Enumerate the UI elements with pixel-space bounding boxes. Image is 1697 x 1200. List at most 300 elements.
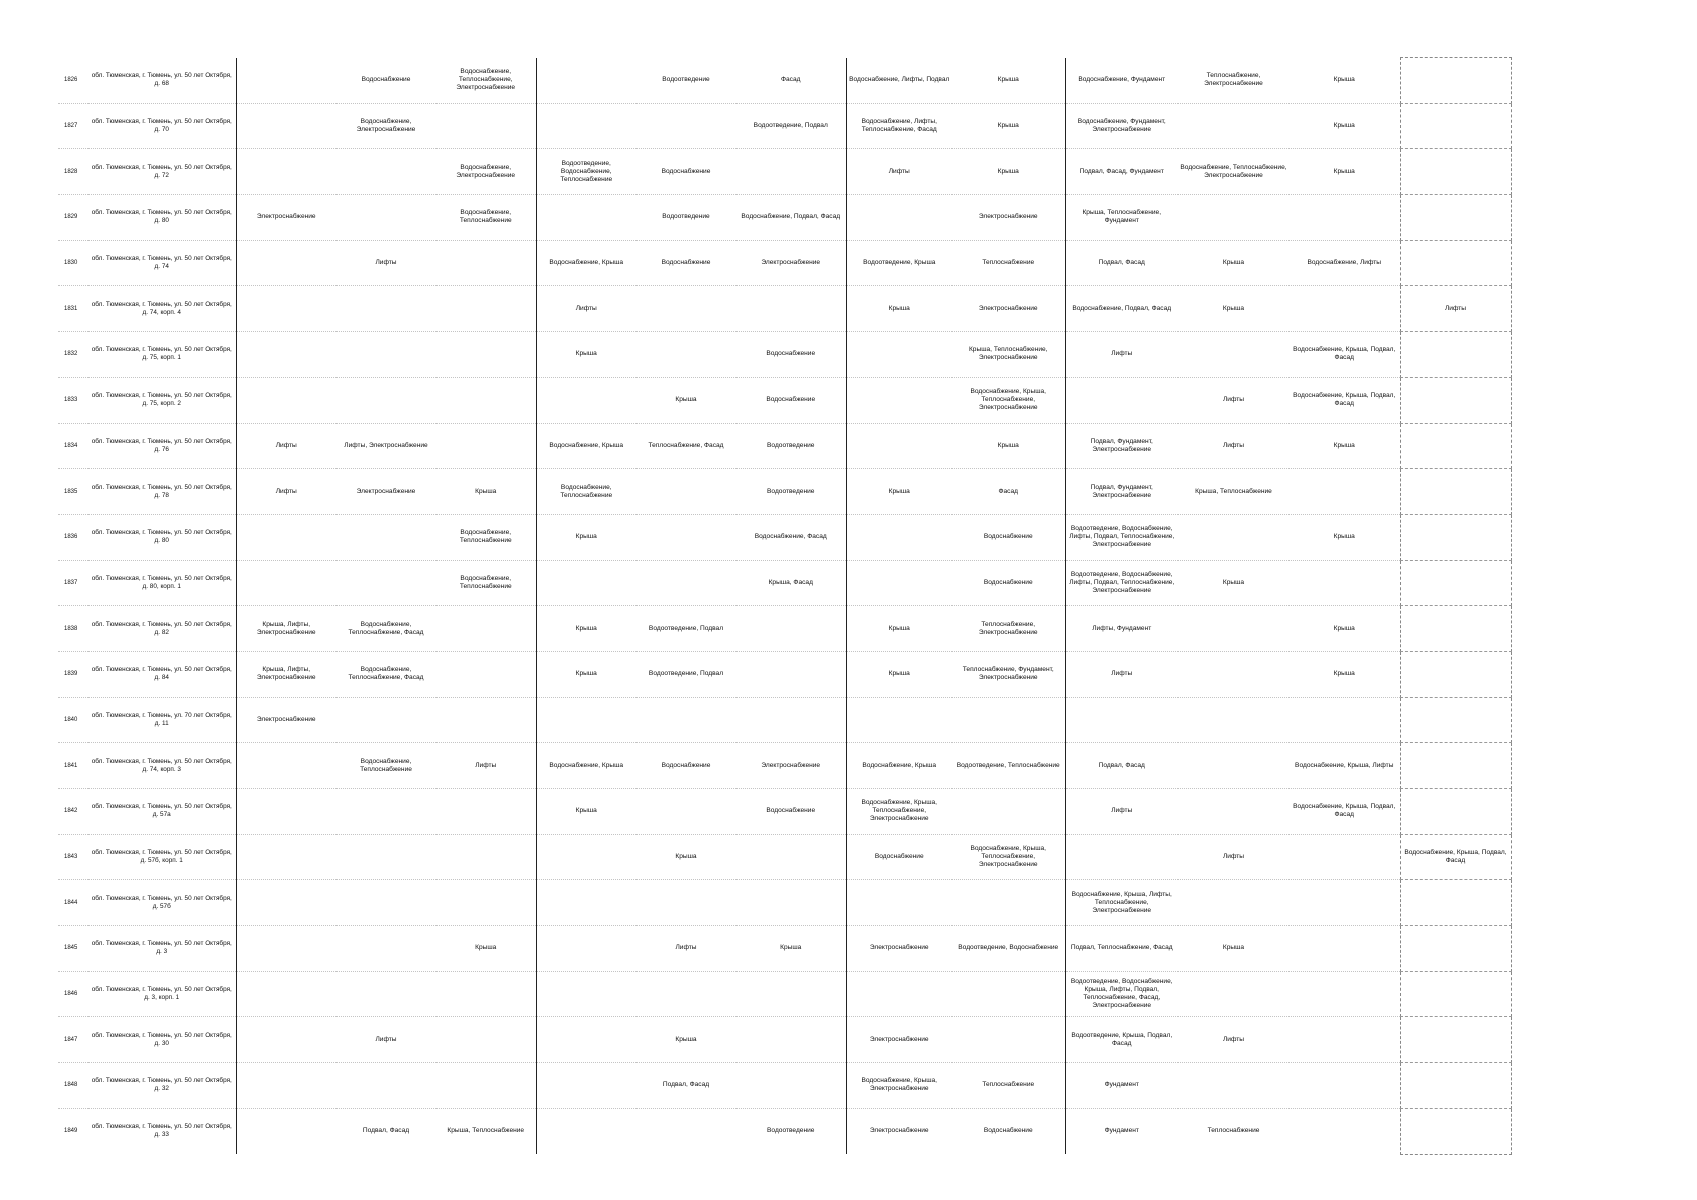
repair-cell — [1400, 103, 1511, 149]
repair-cell — [1400, 58, 1511, 104]
repair-cell: Водоснабжение, Крыша, Электроснабжение — [846, 1063, 952, 1109]
repair-cell — [536, 926, 636, 972]
repair-cell: Крыша, Теплоснабжение — [447, 1127, 525, 1135]
repair-cell: Крыша — [1289, 514, 1400, 560]
repair-cell: Крыша — [846, 651, 952, 697]
repair-cell: Крыша — [846, 286, 952, 332]
repair-cell — [952, 880, 1065, 926]
repair-cell: Теплоснабжение, Фундамент, Электроснабжение — [952, 651, 1065, 697]
repair-cell: Подвал, Фасад, Фундамент — [1065, 149, 1178, 195]
repair-cell — [1289, 971, 1400, 1017]
table-row — [58, 651, 1622, 697]
repair-cell: Лифты, Электроснабжение — [336, 423, 436, 469]
repair-cell — [536, 58, 636, 104]
repair-cell: Водоснабжение, Фундамент — [1065, 58, 1178, 104]
repair-cell: Лифты — [436, 743, 536, 789]
table-row — [58, 606, 1622, 652]
repair-cell — [1065, 834, 1178, 880]
repair-cell: Лифты — [1178, 423, 1289, 469]
repair-cell: Лифты — [1065, 651, 1178, 697]
repair-cell: Водоотведение, Водоснабжение — [952, 926, 1065, 972]
repair-cell — [1289, 926, 1400, 972]
repair-cell: Фасад — [736, 58, 846, 104]
repair-cell: Теплоснабжение — [952, 240, 1065, 286]
repair-cell: Крыша — [1178, 240, 1289, 286]
table-row — [58, 514, 1622, 560]
repair-cell — [236, 1108, 336, 1154]
repair-cell — [952, 697, 1065, 743]
repair-cell — [336, 377, 436, 423]
repair-cell — [236, 560, 336, 606]
repair-cell: Крыша — [436, 469, 536, 515]
repair-cell — [846, 697, 952, 743]
repair-cell — [1289, 1108, 1400, 1154]
repair-cell: Водоснабжение, Крыша, Теплоснабжение, Электроснабжение — [952, 834, 1065, 880]
address-cell: обл. Тюменская, г. Тюмень, ул. 50 лет Октября, д. 57б, корп. 1 — [88, 834, 236, 880]
repair-cell — [1400, 560, 1511, 606]
repair-cell — [736, 1017, 846, 1063]
repair-cell — [1400, 651, 1511, 697]
repair-cell — [1178, 606, 1289, 652]
repair-cell — [1289, 880, 1400, 926]
repair-cell: Подвал, Теплоснабжение, Фасад — [1065, 926, 1178, 972]
repair-cell — [1289, 195, 1400, 241]
repair-cell: Лифты — [336, 1017, 436, 1063]
table-row — [58, 789, 1622, 835]
repair-cell: Крыша — [846, 606, 952, 652]
table-row — [58, 58, 1622, 104]
repair-cell: Крыша — [536, 332, 636, 378]
repair-cell — [336, 880, 436, 926]
address-cell: обл. Тюменская, г. Тюмень, ул. 50 лет Октября, д. 33 — [91, 1123, 232, 1139]
repair-cell: Лифты — [1400, 286, 1511, 332]
repair-schedule-table — [58, 57, 1622, 1155]
address-cell: обл. Тюменская, г. Тюмень, ул. 50 лет Октября, д. 78 — [88, 469, 236, 515]
row-number: 1842 — [58, 789, 88, 835]
repair-cell: Крыша — [1289, 606, 1400, 652]
row-number: 1828 — [58, 149, 88, 195]
repair-cell — [336, 834, 436, 880]
repair-cell: Подвал, Фасад — [1065, 240, 1178, 286]
repair-cell — [436, 971, 536, 1017]
repair-cell: Крыша — [1178, 286, 1289, 332]
table-row — [58, 1017, 1622, 1063]
repair-cell — [736, 880, 846, 926]
repair-cell — [1289, 697, 1400, 743]
repair-cell: Крыша — [1289, 423, 1400, 469]
repair-cell — [1289, 560, 1400, 606]
address-cell: обл. Тюменская, г. Тюмень, ул. 50 лет Октября, д. 68 — [88, 58, 236, 104]
table-row — [58, 971, 1622, 1017]
address-cell: обл. Тюменская, г. Тюмень, ул. 50 лет Октября, д. 30 — [88, 1017, 236, 1063]
repair-cell — [536, 971, 636, 1017]
repair-cell — [436, 1063, 536, 1109]
repair-cell — [636, 971, 736, 1017]
repair-cell: Теплоснабжение, Электроснабжение — [952, 606, 1065, 652]
table-row — [58, 926, 1622, 972]
repair-cell: Лифты — [1178, 1017, 1289, 1063]
row-number: 1841 — [58, 743, 88, 789]
repair-cell — [1400, 240, 1511, 286]
repair-cell — [336, 514, 436, 560]
repair-cell: Водоснабжение, Электроснабжение — [436, 149, 536, 195]
repair-cell: Электроснабжение — [846, 926, 952, 972]
address-cell: обл. Тюменская, г. Тюмень, ул. 50 лет Октября, д. 80 — [88, 195, 236, 241]
repair-cell — [1178, 697, 1289, 743]
repair-cell — [636, 103, 736, 149]
repair-cell: Крыша — [536, 606, 636, 652]
repair-cell: Водоснабжение, Крыша, Лифты — [1289, 743, 1400, 789]
repair-cell: Водоснабжение, Крыша, Подвал, Фасад — [1289, 377, 1400, 423]
repair-cell: Водоснабжение, Крыша — [536, 743, 636, 789]
repair-cell: Лифты — [236, 469, 336, 515]
repair-cell: Водоснабжение, Подвал, Фасад — [1065, 286, 1178, 332]
repair-cell — [336, 195, 436, 241]
repair-cell: Водоснабжение, Теплоснабжение — [536, 469, 636, 515]
repair-cell — [236, 286, 336, 332]
repair-cell: Водоснабжение, Теплоснабжение, Электроснабжение — [1178, 149, 1289, 195]
repair-cell — [336, 560, 436, 606]
row-number: 1846 — [58, 971, 88, 1017]
address-cell: обл. Тюменская, г. Тюмень, ул. 50 лет Октября, д. 82 — [88, 606, 236, 652]
repair-cell — [436, 606, 536, 652]
address-cell: обл. Тюменская, г. Тюмень, ул. 50 лет Октября, д. 75, корп. 2 — [88, 377, 236, 423]
repair-cell — [236, 514, 336, 560]
table-row — [58, 1108, 1622, 1154]
repair-cell: Крыша — [736, 926, 846, 972]
repair-cell — [236, 926, 336, 972]
table-row — [58, 332, 1622, 378]
repair-cell — [736, 606, 846, 652]
repair-cell — [336, 926, 436, 972]
repair-cell: Водоснабжение, Электроснабжение — [336, 103, 436, 149]
repair-cell: Фундамент — [1065, 1108, 1178, 1154]
repair-cell — [1400, 332, 1511, 378]
table-row — [58, 423, 1622, 469]
repair-cell: Электроснабжение — [952, 286, 1065, 332]
address-cell: обл. Тюменская, г. Тюмень, ул. 50 лет Октября, д. 74, корп. 4 — [88, 286, 236, 332]
repair-cell — [336, 789, 436, 835]
repair-cell: Водоснабжение — [636, 149, 736, 195]
repair-cell — [336, 149, 436, 195]
repair-cell: Крыша — [636, 834, 736, 880]
repair-cell: Электроснабжение — [236, 195, 336, 241]
repair-cell: Водоснабжение, Крыша, Подвал, Фасад — [1289, 789, 1400, 835]
repair-cell — [1400, 1063, 1511, 1109]
repair-cell: Водоснабжение, Крыша — [536, 423, 636, 469]
repair-cell: Крыша, Лифты, Электроснабжение — [236, 651, 336, 697]
repair-cell — [236, 103, 336, 149]
repair-cell: Теплоснабжение, Электроснабжение — [1178, 58, 1289, 104]
repair-cell — [636, 332, 736, 378]
repair-cell: Фасад — [952, 469, 1065, 515]
repair-cell — [1400, 1108, 1511, 1154]
repair-cell — [636, 789, 736, 835]
repair-cell — [336, 332, 436, 378]
row-number: 1848 — [58, 1063, 88, 1109]
repair-cell — [536, 697, 636, 743]
repair-cell: Водоотведение, Водоснабжение, Лифты, Подвал, Теплоснабжение, Электроснабжение — [1065, 560, 1178, 606]
address-cell: обл. Тюменская, г. Тюмень, ул. 50 лет Октября, д. 74, корп. 3 — [88, 743, 236, 789]
repair-cell — [1289, 1063, 1400, 1109]
repair-cell: Подвал, Фундамент, Электроснабжение — [1065, 423, 1178, 469]
repair-cell: Водоснабжение — [846, 834, 952, 880]
repair-cell — [636, 560, 736, 606]
repair-cell — [536, 1063, 636, 1109]
repair-cell: Лифты — [336, 240, 436, 286]
repair-cell — [436, 880, 536, 926]
repair-cell: Водоснабжение, Крыша, Подвал, Фасад — [1400, 834, 1511, 880]
repair-cell — [736, 286, 846, 332]
row-number: 1835 — [58, 469, 88, 515]
repair-cell: Крыша, Фасад — [736, 560, 846, 606]
row-number: 1826 — [58, 58, 88, 104]
repair-cell: Электроснабжение — [336, 469, 436, 515]
repair-cell — [236, 1017, 336, 1063]
repair-cell — [846, 880, 952, 926]
repair-cell — [1178, 1063, 1289, 1109]
repair-cell: Водоснабжение — [736, 332, 846, 378]
repair-cell — [436, 423, 536, 469]
table-body — [58, 58, 1622, 1155]
repair-cell: Крыша — [536, 651, 636, 697]
repair-cell — [436, 789, 536, 835]
repair-cell: Водоотведение, Крыша — [846, 240, 952, 286]
repair-cell — [1400, 971, 1511, 1017]
repair-cell: Подвал, Фасад — [636, 1063, 736, 1109]
address-cell: обл. Тюменская, г. Тюмень, ул. 50 лет Октября, д. 70 — [88, 103, 236, 149]
repair-cell — [1400, 789, 1511, 835]
repair-cell: Водоснабжение — [336, 58, 436, 104]
repair-cell: Лифты — [846, 149, 952, 195]
repair-cell: Водоснабжение — [736, 377, 846, 423]
repair-cell: Водоснабжение — [636, 743, 736, 789]
address-cell: обл. Тюменская, г. Тюмень, ул. 50 лет Октября, д. 84 — [88, 651, 236, 697]
repair-cell — [1178, 103, 1289, 149]
repair-cell — [1289, 834, 1400, 880]
table-row — [58, 286, 1622, 332]
repair-cell: Лифты — [1178, 377, 1289, 423]
repair-cell: Водоснабжение — [636, 240, 736, 286]
repair-cell — [952, 971, 1065, 1017]
repair-cell — [436, 377, 536, 423]
repair-cell — [1178, 195, 1289, 241]
repair-cell — [236, 1063, 336, 1109]
repair-cell: Водоотведение, Водоснабжение, Крыша, Лифты, Подвал, Теплоснабжение, Фасад, Электроснабжение — [1065, 971, 1178, 1017]
repair-cell: Подвал, Фасад — [362, 1127, 410, 1135]
repair-cell: Водоотведение — [636, 195, 736, 241]
address-cell: обл. Тюменская, г. Тюмень, ул. 50 лет Октября, д. 80 — [88, 514, 236, 560]
repair-cell: Водоснабжение, Крыша — [536, 240, 636, 286]
repair-cell — [236, 834, 336, 880]
repair-cell — [536, 880, 636, 926]
row-number: 1847 — [58, 1017, 88, 1063]
repair-cell: Водоснабжение, Лифты — [1289, 240, 1400, 286]
repair-cell — [1178, 880, 1289, 926]
repair-cell — [1178, 651, 1289, 697]
repair-cell — [236, 789, 336, 835]
repair-cell: Лифты — [1065, 789, 1178, 835]
repair-cell — [636, 514, 736, 560]
repair-cell — [336, 286, 436, 332]
table-row — [58, 1063, 1622, 1109]
table-row — [58, 469, 1622, 515]
repair-cell — [1400, 606, 1511, 652]
address-cell: обл. Тюменская, г. Тюмень, ул. 50 лет Октября, д. 3, корп. 1 — [88, 971, 236, 1017]
repair-cell — [536, 195, 636, 241]
repair-cell: Водоотведение — [736, 469, 846, 515]
repair-cell: Теплоснабжение — [1207, 1127, 1260, 1135]
repair-cell — [846, 560, 952, 606]
repair-cell — [1400, 377, 1511, 423]
repair-cell — [236, 332, 336, 378]
repair-cell — [736, 697, 846, 743]
repair-cell — [1400, 743, 1511, 789]
repair-cell: Крыша, Лифты, Электроснабжение — [236, 606, 336, 652]
repair-cell: Водоснабжение, Теплоснабжение, Фасад — [336, 606, 436, 652]
address-cell: обл. Тюменская, г. Тюмень, ул. 50 лет Октября, д. 32 — [88, 1063, 236, 1109]
row-number: 1834 — [58, 423, 88, 469]
repair-cell: Водоснабжение, Подвал, Фасад — [736, 195, 846, 241]
repair-cell: Водоотведение, Подвал — [636, 606, 736, 652]
repair-cell — [1065, 377, 1178, 423]
repair-cell: Электроснабжение — [736, 743, 846, 789]
repair-cell — [536, 377, 636, 423]
repair-cell — [1178, 971, 1289, 1017]
repair-cell — [236, 58, 336, 104]
repair-cell: Водоснабжение — [983, 1127, 1033, 1135]
repair-cell — [736, 971, 846, 1017]
repair-cell: Крыша — [1289, 651, 1400, 697]
row-number: 1838 — [58, 606, 88, 652]
repair-cell — [846, 971, 952, 1017]
repair-cell: Крыша — [1289, 58, 1400, 104]
row-number: 1840 — [58, 697, 88, 743]
repair-cell — [436, 834, 536, 880]
repair-cell: Крыша — [952, 423, 1065, 469]
repair-cell: Крыша — [636, 377, 736, 423]
repair-cell — [846, 377, 952, 423]
repair-cell — [636, 697, 736, 743]
repair-cell — [236, 240, 336, 286]
repair-cell — [436, 1017, 536, 1063]
repair-cell: Крыша, Теплоснабжение, Электроснабжение — [952, 332, 1065, 378]
repair-cell: Водоснабжение — [952, 514, 1065, 560]
repair-cell: Крыша — [436, 926, 536, 972]
repair-cell: Лифты — [236, 423, 336, 469]
table-row — [58, 697, 1622, 743]
repair-cell: Крыша — [1178, 560, 1289, 606]
repair-cell — [1178, 514, 1289, 560]
repair-cell — [1178, 789, 1289, 835]
repair-cell: Подвал, Фасад — [1065, 743, 1178, 789]
repair-cell: Водоотведение, Водоснабжение, Лифты, Подвал, Теплоснабжение, Электроснабжение — [1065, 514, 1178, 560]
repair-cell: Водоснабжение, Крыша, Подвал, Фасад — [1289, 332, 1400, 378]
repair-cell: Крыша — [636, 1017, 736, 1063]
repair-cell — [236, 743, 336, 789]
repair-cell: Теплоснабжение — [952, 1063, 1065, 1109]
repair-cell — [1400, 423, 1511, 469]
repair-cell — [1400, 514, 1511, 560]
repair-cell — [236, 149, 336, 195]
repair-cell — [846, 332, 952, 378]
repair-cell — [846, 195, 952, 241]
repair-cell — [636, 286, 736, 332]
repair-cell: Лифты, Фундамент — [1065, 606, 1178, 652]
repair-cell: Водоотведение, Теплоснабжение — [952, 743, 1065, 789]
repair-cell — [1400, 195, 1511, 241]
address-cell: обл. Тюменская, г. Тюмень, ул. 50 лет Октября, д. 57б — [88, 880, 236, 926]
repair-cell — [536, 1017, 636, 1063]
repair-cell — [1400, 1017, 1511, 1063]
repair-cell: Крыша — [1289, 103, 1400, 149]
repair-cell: Лифты — [1065, 332, 1178, 378]
repair-cell: Электроснабжение — [846, 1017, 952, 1063]
repair-cell: Лифты — [536, 286, 636, 332]
table-row — [58, 880, 1622, 926]
repair-cell — [636, 880, 736, 926]
address-cell: обл. Тюменская, г. Тюмень, ул. 50 лет Октября, д. 57а — [88, 789, 236, 835]
repair-cell: Водоотведение, Водоснабжение, Теплоснабжение — [536, 149, 636, 195]
row-number: 1837 — [58, 560, 88, 606]
repair-cell — [436, 332, 536, 378]
repair-cell: Водоснабжение, Теплоснабжение — [436, 514, 536, 560]
repair-cell — [236, 971, 336, 1017]
repair-cell — [1289, 286, 1400, 332]
repair-cell: Крыша — [846, 469, 952, 515]
repair-cell: Лифты — [1178, 834, 1289, 880]
repair-cell: Водоснабжение, Теплоснабжение — [436, 195, 536, 241]
address-cell: обл. Тюменская, г. Тюмень, ул. 50 лет Октября, д. 72 — [88, 149, 236, 195]
repair-cell — [636, 1108, 736, 1154]
table-row — [58, 377, 1622, 423]
repair-cell: Крыша — [536, 514, 636, 560]
repair-cell: Водоснабжение, Фундамент, Электроснабжение — [1065, 103, 1178, 149]
table-row — [58, 834, 1622, 880]
repair-cell: Водоснабжение, Лифты, Теплоснабжение, Фасад — [846, 103, 952, 149]
repair-cell: Водоотведение — [767, 1127, 815, 1135]
repair-cell — [736, 651, 846, 697]
repair-cell — [736, 1063, 846, 1109]
repair-cell — [336, 697, 436, 743]
spreadsheet-page — [58, 57, 1622, 1155]
repair-cell: Водоотведение, Подвал — [636, 651, 736, 697]
address-cell: обл. Тюменская, г. Тюмень, ул. 50 лет Октября, д. 3 — [88, 926, 236, 972]
row-number: 1845 — [58, 926, 88, 972]
repair-cell: Электроснабжение — [846, 1108, 952, 1154]
repair-cell: Фундамент — [1065, 1063, 1178, 1109]
row-number: 1849 — [64, 1128, 78, 1135]
repair-cell: Подвал, Фундамент, Электроснабжение — [1065, 469, 1178, 515]
repair-cell — [236, 377, 336, 423]
repair-cell: Теплоснабжение, Фасад — [636, 423, 736, 469]
repair-cell: Водоснабжение, Лифты, Подвал — [846, 58, 952, 104]
repair-cell: Водоотведение — [636, 58, 736, 104]
repair-cell — [436, 240, 536, 286]
repair-cell: Крыша, Теплоснабжение — [1178, 469, 1289, 515]
row-number: 1833 — [58, 377, 88, 423]
repair-cell — [846, 423, 952, 469]
repair-cell — [1400, 926, 1511, 972]
repair-cell — [1400, 469, 1511, 515]
repair-cell — [536, 834, 636, 880]
repair-cell: Водоотведение — [736, 423, 846, 469]
repair-cell — [236, 880, 336, 926]
repair-cell: Водоснабжение — [952, 560, 1065, 606]
repair-cell: Водоснабжение, Теплоснабжение — [436, 560, 536, 606]
repair-cell — [336, 971, 436, 1017]
repair-cell: Крыша — [1178, 926, 1289, 972]
